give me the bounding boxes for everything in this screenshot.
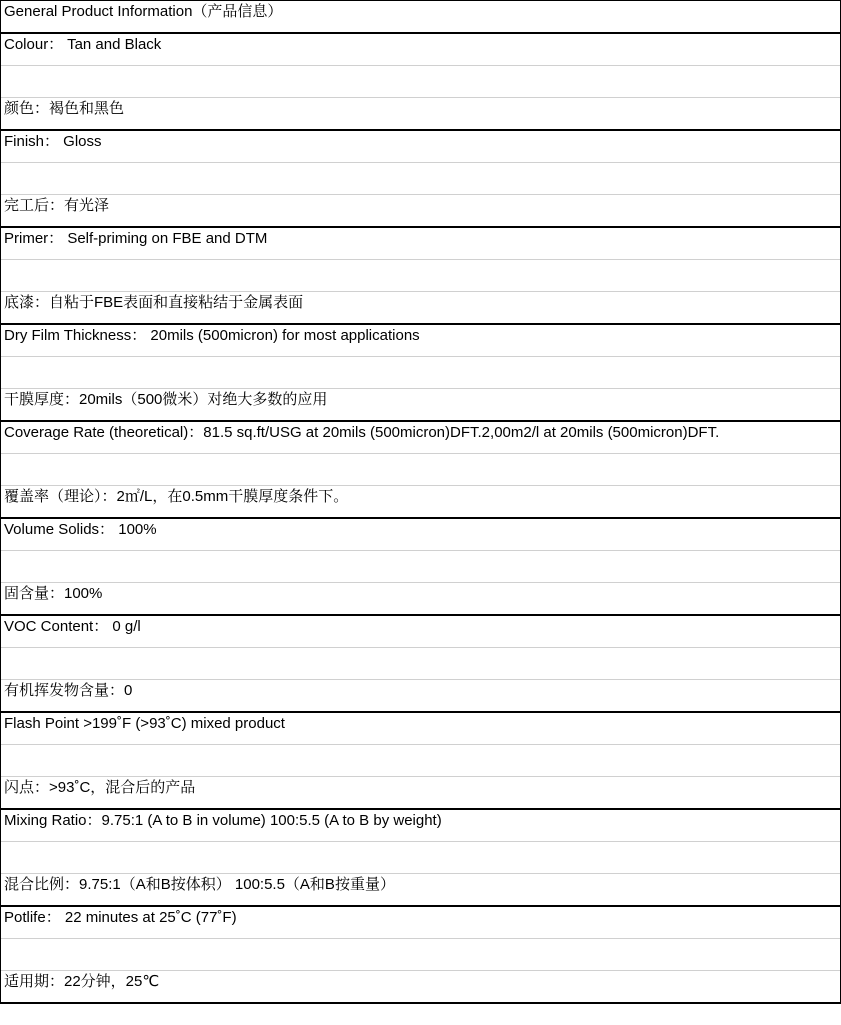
- blank-cell: [1, 939, 840, 971]
- blank-cell: [1, 163, 840, 195]
- english-cell: Flash Point >199˚F (>93˚C) mixed product: [1, 713, 840, 745]
- blank-cell: [1, 745, 840, 777]
- section-mixing-ratio: [1, 810, 840, 907]
- blank-cell: [1, 66, 840, 98]
- table-header: General Product Information（产品信息）: [1, 1, 840, 34]
- section-potlife: [1, 907, 840, 1004]
- chinese-cell: 有机挥发物含量：0: [1, 680, 840, 713]
- english-cell: Primer： Self-priming on FBE and DTM: [1, 228, 840, 260]
- blank-cell: [1, 842, 840, 874]
- blank-cell: [1, 551, 840, 583]
- chinese-cell: 混合比例：9.75:1（A和B按体积） 100:5.5（A和B按重量）: [1, 874, 840, 907]
- section-finish: [1, 131, 840, 228]
- english-cell: Potlife： 22 minutes at 25˚C (77˚F): [1, 907, 840, 939]
- english-cell: Volume Solids： 100%: [1, 519, 840, 551]
- chinese-cell: 颜色：褐色和黑色: [1, 98, 840, 131]
- english-cell: Mixing Ratio：9.75:1 (A to B in volume) 100:5.5 (A to B by weight): [1, 810, 840, 842]
- blank-cell: [1, 648, 840, 680]
- section-coverage-rate: [1, 422, 840, 519]
- chinese-cell: 闪点：>93˚C，混合后的产品: [1, 777, 840, 810]
- blank-cell: [1, 357, 840, 389]
- section-primer: [1, 228, 840, 325]
- chinese-cell: 完工后：有光泽: [1, 195, 840, 228]
- english-cell: Finish： Gloss: [1, 131, 840, 163]
- english-cell: Colour： Tan and Black: [1, 34, 840, 66]
- blank-cell: [1, 260, 840, 292]
- chinese-cell: 干膜厚度：20mils（500微米）对绝大多数的应用: [1, 389, 840, 422]
- blank-cell: [1, 454, 840, 486]
- chinese-cell: 底漆：自粘于FBE表面和直接粘结于金属表面: [1, 292, 840, 325]
- section-volume-solids: [1, 519, 840, 616]
- chinese-cell: 固含量：100%: [1, 583, 840, 616]
- section-colour: [1, 34, 840, 131]
- english-cell: Coverage Rate (theoretical)：81.5 sq.ft/USG at 20mils (500micron)DFT.2,00m2/l at 20mils (500micron)DFT.: [1, 422, 840, 454]
- section-flash-point: [1, 713, 840, 810]
- section-dry-film-thickness: [1, 325, 840, 422]
- english-cell: VOC Content： 0 g/l: [1, 616, 840, 648]
- english-cell: Dry Film Thickness： 20mils (500micron) for most applications: [1, 325, 840, 357]
- chinese-cell: 覆盖率（理论）：2㎡/L，在0.5mm干膜厚度条件下。: [1, 486, 840, 519]
- section-voc-content: [1, 616, 840, 713]
- chinese-cell: 适用期：22分钟，25℃: [1, 971, 840, 1004]
